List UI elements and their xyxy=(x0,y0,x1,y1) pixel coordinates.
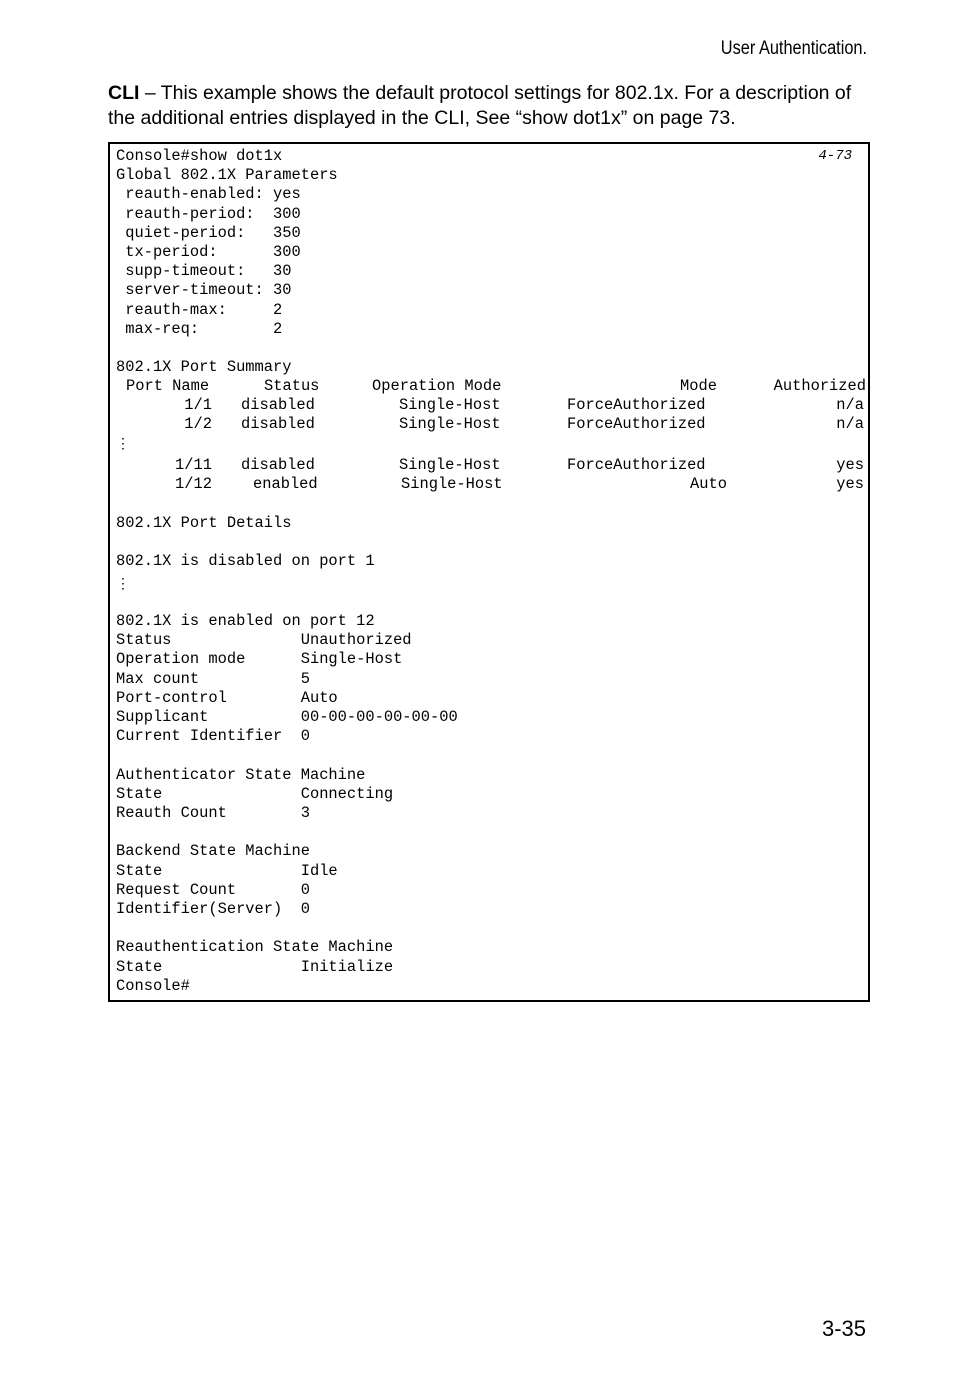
cell-authorized: n/a xyxy=(836,415,864,433)
cell-op-mode: Single-Host xyxy=(399,396,501,414)
cell-mode: ForceAuthorized xyxy=(567,415,706,433)
cell-mode: ForceAuthorized xyxy=(567,396,706,414)
cell-port: 1/11 xyxy=(175,456,212,474)
cell-authorized: yes xyxy=(836,456,864,474)
col-status: Status xyxy=(264,377,320,395)
ellipsis-vertical: ⋮ xyxy=(116,437,130,453)
col-operation-mode: Operation Mode xyxy=(372,377,502,395)
col-port-name: Port Name xyxy=(126,377,210,395)
cell-op-mode: Single-Host xyxy=(399,456,501,474)
summary-row xyxy=(110,415,868,434)
cell-port: 1/12 xyxy=(175,475,212,493)
summary-row xyxy=(110,456,868,475)
cell-status: disabled xyxy=(241,396,315,414)
col-mode: Mode xyxy=(680,377,717,395)
page-number: 3-35 xyxy=(821,1316,866,1341)
intro-paragraph xyxy=(108,81,878,131)
cli-output-box xyxy=(108,142,870,1002)
page-reference: 4-73 xyxy=(818,148,852,164)
cell-op-mode: Single-Host xyxy=(401,475,503,493)
intro-bold-label: CLI xyxy=(108,82,140,104)
cell-status: enabled xyxy=(253,475,318,493)
cell-op-mode: Single-Host xyxy=(399,415,501,433)
cell-authorized: n/a xyxy=(836,396,864,414)
cli-block-global: Console#show dot1x Global 802.1X Parameters reauth-enabled: yes reauth-period: 300 quiet-period: 350 tx-period: 300 supp-timeout: 30 server-timeout: 30 reauth-max: 2 max-req: 2 802.1X Port Summary xyxy=(116,147,338,377)
cell-mode: ForceAuthorized xyxy=(567,456,706,474)
summary-row xyxy=(110,475,868,494)
col-authorized: Authorized xyxy=(773,377,866,395)
cell-status: disabled xyxy=(241,456,315,474)
intro-text: – This example shows the default protocol settings for 802.1x. For a description of the additional entries displayed in the CLI, See “show dot1x” on page 73. xyxy=(108,82,852,129)
cell-port: 1/1 xyxy=(184,396,212,414)
summary-row xyxy=(110,396,868,415)
ellipsis-vertical: ⋮ xyxy=(116,577,130,593)
cli-block-details: 802.1X Port Details 802.1X is disabled on port 1 xyxy=(116,514,375,571)
cell-authorized: yes xyxy=(836,475,864,493)
running-head: User Authentication. xyxy=(720,38,867,59)
cell-status: disabled xyxy=(241,415,315,433)
cli-block-port12: 802.1X is enabled on port 12 Status Unauthorized Operation mode Single-Host Max count 5 Port-control Auto Supplicant 00-00-00-00-00-00 Current Identifier 0 Authenticator State Machine State Connecting Reauth Count 3 Backend State Machine State Idle Request Count 0 Identifier(Server) 0 Reauthentication State Machine State Initialize Console# xyxy=(116,612,458,995)
summary-header-row xyxy=(110,377,868,396)
cell-port: 1/2 xyxy=(184,415,212,433)
cell-mode: Auto xyxy=(690,475,727,493)
